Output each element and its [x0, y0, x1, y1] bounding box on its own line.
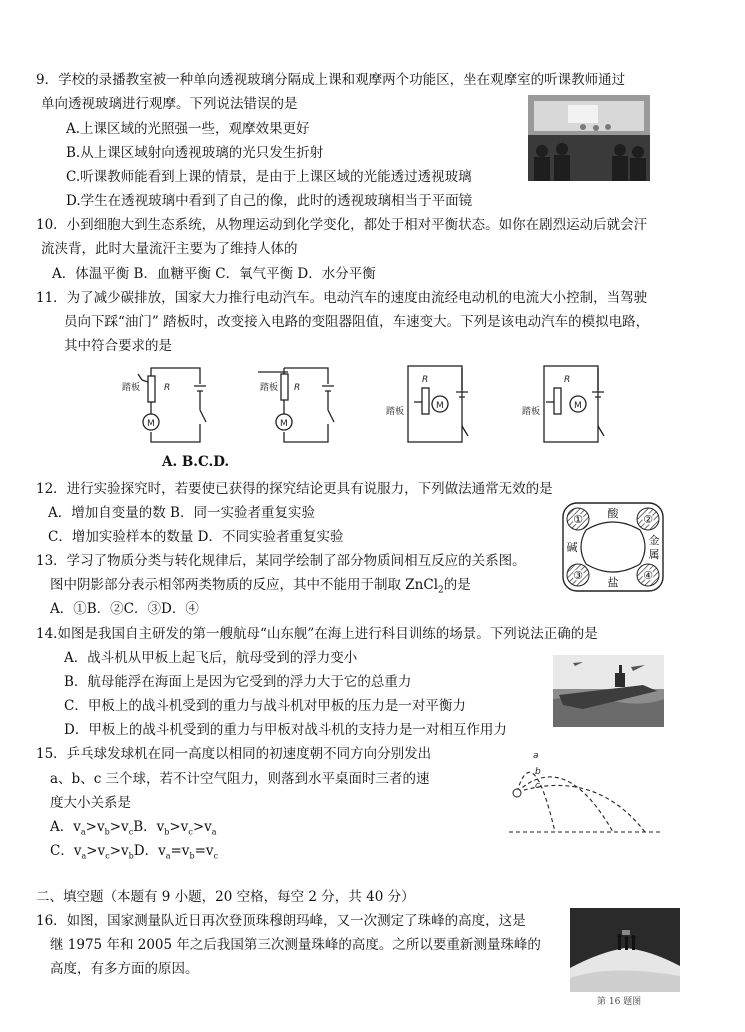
q13-region-4: ④: [643, 569, 653, 582]
q15-label-c: c: [535, 781, 540, 791]
circuit-a: [138, 368, 206, 442]
q13-label-metal-1: 金: [648, 534, 660, 547]
q13-label-acid: 酸: [607, 507, 619, 520]
q10-stem-line2: 流浃背，此时大量流汗主要为了维持人体的: [41, 241, 298, 257]
q16-stem-line1: 16．如图，国家测量队近日再次登顶珠穆朗玛峰，又一次测定了珠峰的高度，这是: [36, 913, 526, 929]
q15-trajectory-diagram: [505, 748, 665, 836]
q13-options: A．①B．②C．③D．④: [50, 601, 199, 617]
circuit-d-r-label: R: [564, 375, 571, 385]
q13-region-1: ①: [573, 513, 583, 526]
q15-stem-line3: 度大小关系是: [50, 795, 131, 811]
q15-options-ab: A．$v_a>v_b>v_cB$．$v_b>v_c>v_a$: [50, 819, 217, 837]
q13-region-2: ②: [643, 513, 653, 526]
aircraft-carrier-photo: [553, 655, 664, 727]
circuit-a-pedal-label: 踏板: [122, 383, 141, 393]
q13-reaction-diagram: [560, 500, 666, 594]
q11-options: A. B.C.D.: [162, 454, 230, 470]
circuit-a-motor-label: M: [147, 419, 155, 429]
q9-stem-line1: 9．学校的录播教室被一种单向透视玻璃分隔成上课和观摩两个功能区，坐在观摩室的听课教师通过: [36, 72, 626, 88]
circuit-b-r-label: R: [294, 383, 301, 393]
q16-stem-line2: 继 1975 年和 2005 年之后我国第三次测量珠峰的高度。之所以要重新测量珠峰的: [50, 937, 541, 953]
q11-circuit-diagrams: [118, 360, 628, 450]
q9-stem-line2: 单向透视玻璃进行观摩。下列说法错误的是: [41, 96, 298, 112]
q14-stem: 14.如图是我国自主研发的第一艘航母“山东舰”在海上进行科目训练的场景。下列说法正确的是: [36, 626, 598, 642]
q13-label-salt: 盐: [607, 576, 619, 589]
q14-option-b: B．航母能浮在海面上是因为它受到的浮力大于它的总重力: [64, 674, 412, 690]
circuit-b-pedal-label: 踏板: [260, 383, 279, 393]
circuit-c-pedal-label: 踏板: [386, 407, 405, 417]
q9-option-b: B.从上课区域射向透视玻璃的光只发生折射: [66, 145, 324, 161]
q12-options-cd: C．增加实验样本的数量 D．不同实验者重复实验: [48, 529, 344, 545]
q13-label-metal-2: 属: [648, 548, 660, 561]
circuit-c-r-label: R: [422, 375, 429, 385]
everest-summit-photo: [570, 908, 680, 992]
q9-option-d: D.学生在透视玻璃中看到了自己的像，此时的透视玻璃相当于平面镜: [66, 193, 473, 209]
q9-option-a: A.上课区域的光照强一些，观摩效果更好: [66, 121, 310, 137]
q11-stem-line3: 其中符合要求的是: [64, 338, 172, 354]
q10-options: A．体温平衡 B．血糖平衡 C．氧气平衡 D．水分平衡: [52, 266, 376, 282]
q12-stem: 12．进行实验探究时，若要使已获得的探究结论更具有说服力，下列做法通常无效的是: [36, 481, 553, 497]
circuit-b-motor-label: M: [280, 419, 288, 429]
q10-stem-line1: 10．小到细胞大到生态系统，从物理运动到化学变化，都处于相对平衡状态。如你在剧烈运动后就会汗: [36, 217, 648, 233]
q11-stem-line1: 11．为了减少碳排放，国家大力推行电动汽车。电动汽车的速度由流经电动机的电流大小控制，当驾驶: [36, 290, 648, 306]
q14-option-c: C．甲板上的战斗机受到的重力与战斗机对甲板的压力是一对平衡力: [64, 698, 466, 714]
q15-options-cd: C．$v_a>v_c>v_bD$．$v_a=v_b=v_c$: [50, 843, 219, 861]
q12-options-ab: A．增加自变量的数 B．同一实验者重复实验: [48, 505, 315, 521]
circuit-c-motor-label: M: [436, 401, 444, 411]
q13-stem-line2: 图中阴影部分表示相邻两类物质的反应，其中不能用于制取 ZnCl$_2$的是: [50, 577, 471, 596]
classroom-photo: [528, 95, 650, 181]
section-2-heading: 二、填空题（本题有 9 小题，20 空格，每空 2 分，共 40 分）: [36, 889, 415, 905]
q13-label-base: 碱: [566, 541, 578, 554]
q14-option-d: D．甲板上的战斗机受到的重力与甲板对战斗机的支持力是一对相互作用力: [64, 722, 507, 738]
q14-option-a: A．战斗机从甲板上起飞后，航母受到的浮力变小: [64, 650, 358, 666]
q15-stem-line1: 15．乒乓球发球机在同一高度以相同的初速度朝不同方向分别发出: [36, 746, 432, 762]
q9-option-c: C.听课教师能看到上课的情景，是由于上课区域的光能透过透视玻璃: [66, 169, 472, 185]
circuit-a-r-label: R: [164, 383, 171, 393]
q13-stem-line1: 13．学习了物质分类与转化规律后，某同学绘制了部分物质间相互反应的关系图。: [36, 553, 526, 569]
q16-figure-caption: 第 16 题图: [597, 997, 642, 1007]
circuit-d-motor-label: M: [574, 401, 582, 411]
q15-label-a: a: [533, 751, 539, 761]
circuit-b: [258, 368, 334, 442]
circuit-d-pedal-label: 踏板: [522, 407, 541, 417]
q11-stem-line2: 员向下踩“油门” 踏板时，改变接入电路的变阻器阻值，车速变大。下列是该电动汽车的模拟电路，: [64, 314, 650, 330]
q13-region-3: ③: [573, 569, 583, 582]
q16-stem-line3: 高度，有多方面的原因。: [50, 961, 199, 977]
q15-label-b: b: [535, 767, 541, 777]
q15-stem-line2: a、b、c 三个球，若不计空气阻力，则落到水平桌面时三者的速: [50, 771, 430, 787]
